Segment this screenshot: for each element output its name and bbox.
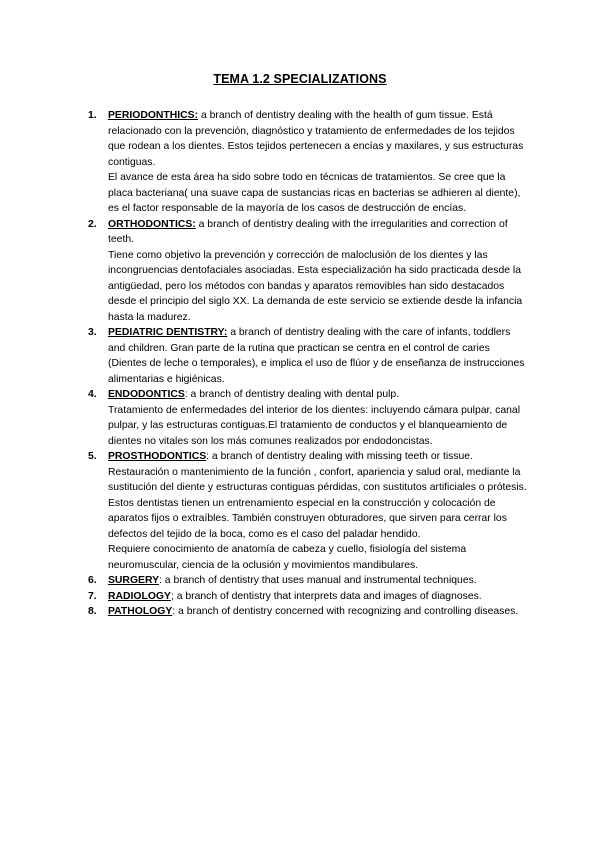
specialization-term: SURGERY [108, 575, 159, 586]
item-definition-paragraph [108, 449, 528, 496]
item-extra-paragraph: Requiere conocimiento de anatomía de cabeza y cuello, fisiología del sistema neuromuscular, ciencia de la oclusión y movimientos mandibulares. [108, 544, 467, 571]
item-definition-paragraph [108, 604, 528, 620]
list-item [88, 573, 528, 589]
item-number: 5. [88, 451, 97, 462]
item-number: 2. [88, 218, 97, 230]
specialization-definition: : a branch of dentistry dealing with dental pulp. [184, 389, 400, 400]
item-number: 3. [88, 327, 97, 338]
specialization-definition: a branch of dentistry dealing with the health of gum tissue. Está relacionado con la prevención, diagnóstico y tratamiento de enfermedades de los tejidos que rodean a los dientes. Estos tejidos pertenecen a encías y maxilares, y sus estructuras contiguas. [108, 110, 524, 168]
list-item [88, 387, 528, 449]
specialization-term: PROSTHODONTICS [108, 451, 207, 462]
specialization-definition: : a branch of dentistry concerned with recognizing and controlling diseases. [172, 606, 519, 617]
specialization-term: ORTHODONTICS: [108, 218, 196, 230]
specialization-definition: ; a branch of dentistry that interprets data and images of diagnoses. [170, 590, 482, 602]
specialization-definition: : a branch of dentistry that uses manual and instrumental techniques. [159, 575, 477, 586]
specialization-term: PERIODONTHICS: [108, 110, 199, 121]
list-item [88, 108, 528, 217]
item-number: 7. [88, 590, 97, 602]
item-definition-paragraph [108, 217, 528, 248]
item-number: 4. [88, 389, 97, 400]
item-number: 1. [88, 110, 97, 121]
item-definition-paragraph [108, 325, 528, 387]
specialization-definition: a branch of dentistry dealing with the irregularities and correction of teeth. [108, 218, 508, 245]
list-item [88, 589, 528, 605]
list-item [88, 604, 528, 620]
item-definition-paragraph [108, 108, 528, 170]
item-extra-paragraph: Estos dentistas tienen un entrenamiento especial en la construcción y colocación de aparatos fijos o extraíbles. También construyen obturadores, que sirven para cerrar los defectos del tejido de la boca, como es el caso del paladar hendido. [108, 497, 507, 540]
page-title: TEMA 1.2 SPECIALIZATIONS [213, 72, 387, 86]
list-item [88, 325, 528, 387]
specializations-list [88, 108, 528, 620]
specialization-definition: : a branch of dentistry dealing with missing teeth or tissue. Restauración o mantenimiento de la función , confort, apariencia y salud oral, mediante la sustitución del diente y estructuras contiguas pérdidas, con sustitutos artificiales o prótesis. [108, 451, 527, 493]
specialization-definition: a branch of dentistry dealing with the care of infants, toddlers and children. Gran parte de la rutina que practican se centra en el control de caries (Dientes de leche o temporales), e implica el uso de flúor y de enseñanza de instrucciones alimentarias e higiénicas. [108, 327, 525, 385]
item-extra-paragraph: Tratamiento de enfermedades del interior de los dientes: incluyendo cámara pulpar, canal pulpar, y las estructuras contiguas.El tratamiento de conductos y el blanqueamiento de dientes no vitales son los más comunes realizados por endodoncistas. [108, 404, 521, 447]
item-number: 6. [88, 575, 97, 586]
item-number: 8. [88, 606, 97, 617]
list-item [88, 449, 528, 573]
item-extra-paragraph: Tiene como objetivo la prevención y corrección de maloclusión de los dientes y las incongruencias dentofaciales asociadas. Esta especialización ha sido practicada desde la antigüedad, pero los métodos con bandas y aparatos removibles han sido destacados desde el principio del siglo XX. La demanda de este servicio se extiende desde la infancia hasta la madurez. [108, 249, 523, 323]
list-item [88, 217, 528, 326]
specialization-term: PEDIATRIC DENTISTRY: [108, 327, 228, 338]
specialization-term: ENDODONTICS [108, 389, 185, 400]
item-definition-paragraph [108, 589, 528, 605]
item-definition-paragraph [108, 387, 528, 403]
specialization-term: RADIOLOGY [108, 590, 171, 602]
item-definition-paragraph [108, 573, 528, 589]
item-extra-paragraph: El avance de esta área ha sido sobre todo en técnicas de tratamientos. Se cree que la placa bacteriana( una suave capa de sustancias ricas en bacterias se adhieren al diente), es el factor responsable de la mayoría de los casos de destrucción de encías. [108, 172, 521, 214]
specialization-term: PATHOLOGY [108, 606, 173, 617]
